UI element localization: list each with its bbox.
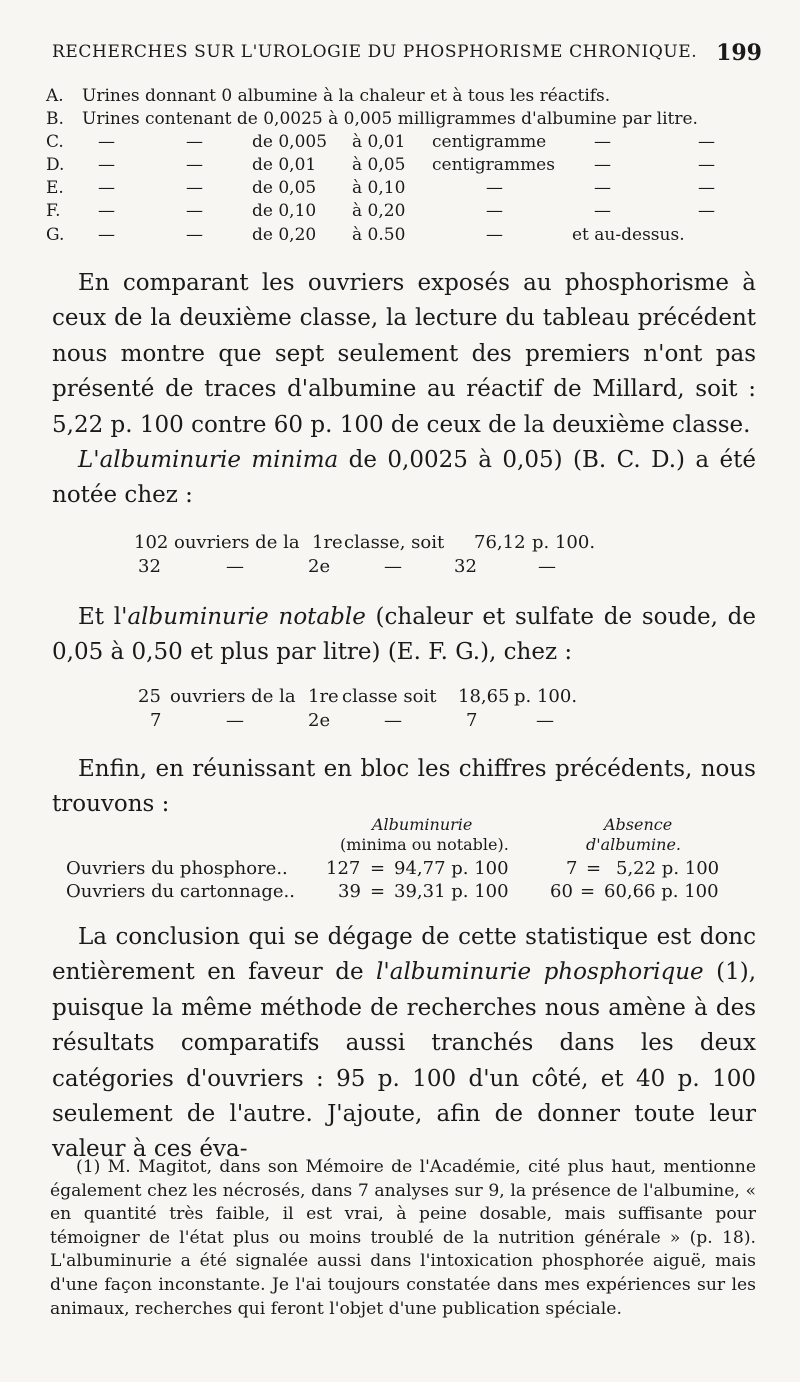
range-from: de 0,20	[252, 225, 317, 245]
label: classe, soit	[344, 532, 445, 553]
class-letter: B.	[46, 109, 64, 129]
column-subheader: (minima ou notable).	[340, 835, 509, 854]
notable-row-2	[150, 710, 610, 734]
notable-row-1	[138, 686, 598, 710]
paragraph-minima	[52, 443, 756, 514]
unit: p. 100.	[514, 686, 578, 707]
range-unit: —	[486, 178, 503, 198]
percentage: 76,12	[474, 532, 526, 553]
percentage: 32	[454, 556, 477, 577]
class-rank: 2e	[308, 710, 331, 731]
page-number: 199	[716, 40, 762, 66]
ditto-mark: —	[98, 178, 115, 198]
class-letter: E.	[46, 178, 64, 198]
minima-row-1	[134, 532, 594, 556]
range-to: à 0,10	[352, 178, 406, 198]
ditto-mark: —	[594, 201, 611, 221]
ditto-mark: —	[384, 710, 402, 731]
class-row-b	[46, 109, 756, 131]
class-row-a	[46, 86, 756, 108]
range-to: à 0.50	[352, 225, 406, 245]
class-letter: C.	[46, 132, 64, 152]
count: 39	[338, 881, 361, 902]
paragraph-summary-intro	[52, 752, 756, 823]
class-letter: F.	[46, 201, 61, 221]
minima-row-2	[138, 556, 598, 580]
range-to: à 0,05	[352, 155, 406, 175]
class-row-e	[46, 178, 756, 200]
summary-row	[0, 881, 800, 905]
range-from: de 0,05	[252, 178, 317, 198]
paragraph-text: En comparant les ouvriers exposés au phosphorisme à ceux de la deuxième classe, la lecture du tableau précédent nous montre que sept seulement des premiers n'ont pas présenté de traces d'albumine au réactif de Millard, soit : 5,22 p. 100 contre 60 p. 100 de ceux de la deuxième classe.	[52, 270, 756, 438]
percentage: 18,65	[458, 686, 510, 707]
ditto-mark: —	[594, 178, 611, 198]
ditto-mark: —	[98, 155, 115, 175]
ditto-mark: —	[98, 132, 115, 152]
column-header: Absence	[604, 815, 673, 834]
unit: p. 100.	[532, 532, 596, 553]
paragraph-notable	[52, 600, 756, 671]
ditto-mark: —	[384, 556, 402, 577]
class-row-f	[46, 201, 756, 223]
paragraph-comparison	[52, 266, 756, 443]
range-unit: centigrammes	[432, 155, 555, 175]
row-label: Ouvriers du cartonnage..	[66, 881, 295, 902]
range-from: de 0,10	[252, 201, 317, 221]
label: ouvriers de la	[170, 686, 296, 707]
class-text: Urines contenant de 0,0025 à 0,005 milligrammes d'albumine par litre.	[82, 109, 698, 129]
paragraph-text: (chaleur et sulfate de soude, de 0,05 à 0,50 et plus par litre) (E. F. G.), chez :	[52, 604, 756, 666]
paragraph-text: (1), puisque la même méthode de recherches nous amène à des résultats comparatifs aussi tranchés dans les deux catégories d'ouvriers : 95 p. 100 d'un côté, et 40 p. 100 seulement de l'autre. J'ajoute, afin de donner toute leur valeur à ces éva-	[52, 959, 757, 1163]
class-rank: 2e	[308, 556, 331, 577]
range-unit: —	[486, 201, 503, 221]
range-note: et au-dessus.	[572, 225, 685, 245]
running-title: RECHERCHES SUR L'UROLOGIE DU PHOSPHORISME CHRONIQUE.	[52, 42, 698, 62]
ditto-mark: —	[698, 201, 715, 221]
ditto-mark: —	[186, 155, 203, 175]
ditto-mark: —	[698, 155, 715, 175]
count: 7	[566, 858, 578, 879]
percentage: 60,66 p. 100	[604, 881, 719, 902]
range-from: de 0,01	[252, 155, 317, 175]
ditto-mark: —	[594, 132, 611, 152]
range-unit: centigramme	[432, 132, 547, 152]
column-subheader: d'albumine.	[586, 835, 681, 854]
column-header: Albuminurie	[372, 815, 473, 834]
percentage: 94,77 p. 100	[394, 858, 509, 879]
ditto-mark: —	[226, 710, 244, 731]
paragraph-text: Et l'	[78, 604, 128, 630]
emphasis-term: l'albuminurie phosphorique	[376, 959, 704, 986]
ditto-mark: —	[594, 155, 611, 175]
percentage: 5,22 p. 100	[616, 858, 720, 879]
row-label: Ouvriers du phosphore..	[66, 858, 288, 879]
percentage: 7	[466, 710, 478, 731]
range-to: à 0,20	[352, 201, 406, 221]
count: 127	[326, 858, 361, 879]
equals: =	[370, 881, 386, 902]
ditto-mark: —	[186, 132, 203, 152]
ditto-mark: —	[536, 710, 554, 731]
range-unit: —	[486, 225, 503, 245]
emphasis-term: L'albuminurie minima	[78, 447, 339, 473]
paragraph-text: La conclusion qui se dégage de cette statistique est donc entièrement en faveur de	[52, 924, 756, 986]
class-letter: D.	[46, 155, 65, 175]
equals: =	[370, 858, 386, 879]
ditto-mark: —	[186, 201, 203, 221]
ditto-mark: —	[186, 225, 203, 245]
paragraph-text: Enfin, en réunissant en bloc les chiffres précédents, nous trouvons :	[52, 756, 756, 818]
footnote-text: (1) M. Magitot, dans son Mémoire de l'Académie, cité plus haut, mentionne également chez les nécrosés, dans 7 analyses sur 9, la présence de l'albumine, « en quantité très faible, il est vrai, à peine dosable, mais suffisante pour témoigner de l'état plus ou moins troublé de la nutrition générale » (p. 18). L'albuminurie a été signalée aussi dans l'intoxication phosphorée aiguë, mais d'une façon inconstante. Je l'ai toujours constatée dans mes expériences sur les animaux, recherches qui feront l'objet d'une publication spéciale.	[50, 1157, 756, 1319]
range-to: à 0,01	[352, 132, 406, 152]
ditto-mark: —	[186, 178, 203, 198]
count: 7	[150, 710, 162, 731]
class-row-d	[46, 155, 756, 177]
ditto-mark: —	[698, 178, 715, 198]
class-rank: 1re	[308, 686, 339, 707]
summary-row	[0, 858, 800, 882]
footnote	[50, 1156, 756, 1321]
ditto-mark: —	[226, 556, 244, 577]
running-header	[52, 40, 762, 70]
range-from: de 0,005	[252, 132, 328, 152]
ditto-mark: —	[98, 225, 115, 245]
paragraph-text: de 0,0025 à 0,05) (B. C. D.) a été notée chez :	[52, 447, 757, 509]
ditto-mark: —	[98, 201, 115, 221]
paragraph-conclusion	[52, 920, 756, 1168]
count: 60	[550, 881, 573, 902]
class-letter: G.	[46, 225, 65, 245]
label: classe soit	[342, 686, 437, 707]
equals: =	[586, 858, 602, 879]
count: 25	[138, 686, 161, 707]
equals: =	[580, 881, 596, 902]
class-row-c	[46, 132, 756, 154]
ditto-mark: —	[698, 132, 715, 152]
emphasis-term: albuminurie notable	[127, 604, 366, 630]
count: 102	[134, 532, 169, 553]
ditto-mark: —	[538, 556, 556, 577]
percentage: 39,31 p. 100	[394, 881, 509, 902]
count: 32	[138, 556, 161, 577]
class-row-g	[46, 225, 756, 247]
label: ouvriers de la	[174, 532, 300, 553]
summary-subheader	[0, 835, 800, 859]
class-letter: A.	[46, 86, 64, 106]
class-text: Urines donnant 0 albumine à la chaleur et à tous les réactifs.	[82, 86, 611, 106]
class-rank: 1re	[312, 532, 343, 553]
